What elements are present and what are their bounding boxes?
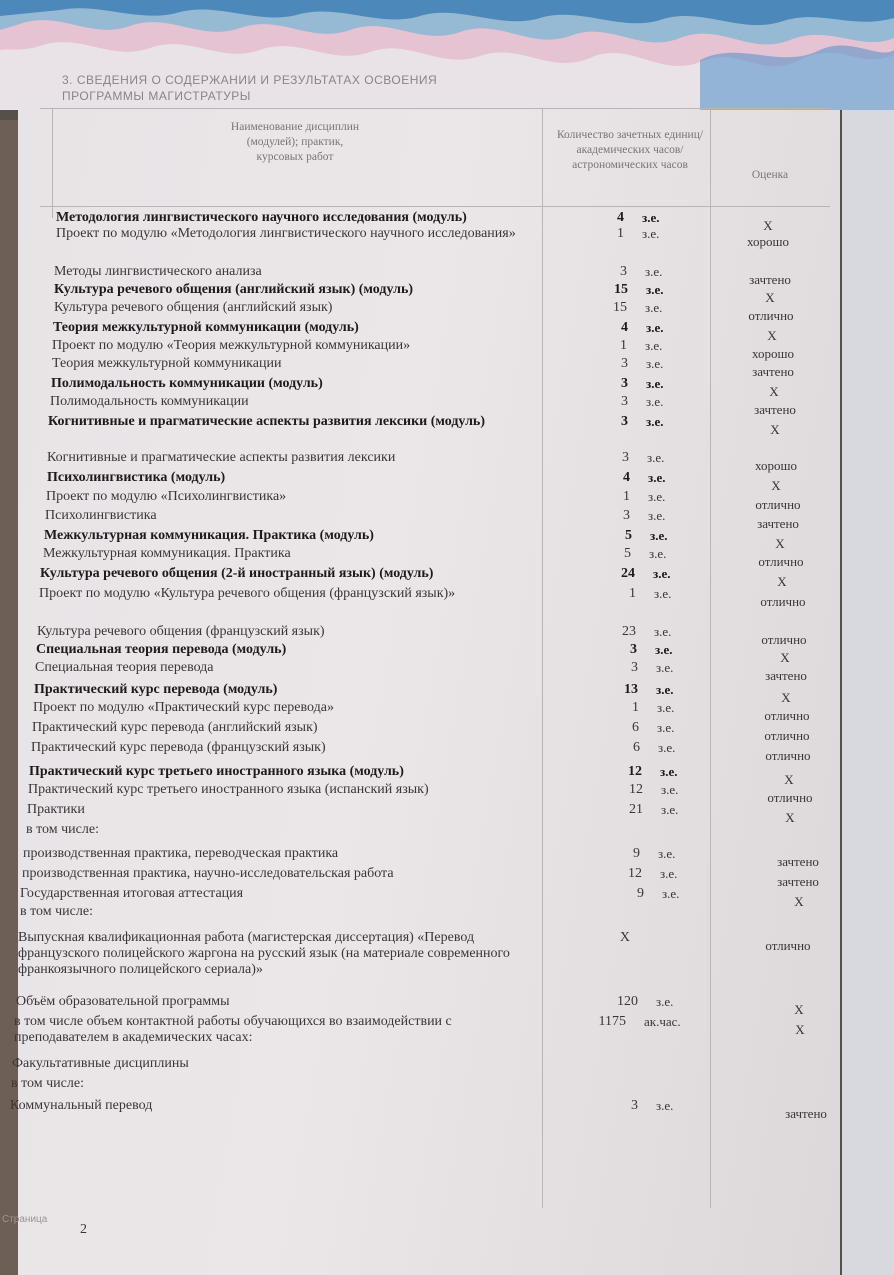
row-name: Проект по модулю «Практический курс перевода» (33, 700, 334, 715)
row-credits-value: 1 (617, 226, 624, 241)
row-name: Проект по модулю «Методология лингвистического научного исследования» (56, 226, 516, 241)
row-credits-unit: з.е. (654, 586, 672, 601)
row-credits-value: 4 (617, 210, 624, 225)
row-grade: отлично (765, 938, 811, 953)
row-credits-value: 1 (632, 700, 639, 715)
row-name: Межкультурная коммуникация. Практика (43, 546, 291, 561)
row-credits-unit: з.е. (646, 320, 664, 335)
row-name: Когнитивные и прагматические аспекты развития лексики (модуль) (48, 414, 486, 429)
row-credits-unit: з.е. (655, 642, 673, 657)
row-grade: Х (785, 810, 795, 825)
row-credits-value: 3 (631, 660, 638, 675)
row-credits-unit: з.е. (646, 414, 664, 429)
row-name: в том числе: (11, 1076, 84, 1091)
row-grade: Х (780, 650, 790, 665)
row-name: Методы лингвистического анализа (54, 264, 262, 279)
row-credits-unit: з.е. (648, 508, 666, 523)
row-grade: Х (795, 1022, 805, 1037)
row-credits-value: 3 (630, 642, 637, 657)
footer-page-label: Страница (2, 1214, 48, 1225)
row-credits-unit: з.е. (649, 546, 667, 561)
row-credits-unit: з.е. (642, 210, 660, 225)
row-credits-unit: з.е. (646, 376, 664, 391)
row-credits-unit: з.е. (645, 300, 663, 315)
row-credits-unit: з.е. (661, 802, 679, 817)
row-credits-unit: з.е. (645, 338, 663, 353)
row-name: Специальная теория перевода (35, 660, 214, 675)
row-credits-unit: з.е. (658, 740, 676, 755)
row-name: Культура речевого общения (английский язык) (54, 300, 333, 315)
row-grade: Х (781, 690, 791, 705)
row-credits-unit: з.е. (646, 356, 664, 371)
row-grade: Х (763, 218, 773, 233)
row-name: в том числе: (20, 904, 93, 919)
row-credits-unit: з.е. (646, 394, 664, 409)
row-grade: отлично (767, 790, 813, 805)
row-name: Факультативные дисциплины (12, 1056, 189, 1071)
row-grade: хорошо (751, 346, 794, 361)
row-credits-unit: з.е. (645, 264, 663, 279)
row-credits-unit: з.е. (656, 994, 674, 1009)
row-credits-unit: з.е. (648, 489, 666, 504)
row-name: Проект по модулю «Психолингвистика» (46, 489, 287, 504)
row-credits-value: 12 (629, 782, 643, 797)
row-credits-unit: з.е. (646, 282, 664, 297)
adjacent-page-edge (842, 90, 894, 1275)
row-credits-unit: з.е. (657, 700, 675, 715)
row-credits-value: 1 (623, 489, 630, 504)
row-credits-value: 1 (629, 586, 636, 601)
row-grade: отлично (765, 748, 811, 763)
row-credits-value: 21 (629, 802, 643, 817)
row-name: Культура речевого общения (2-й иностранный язык) (модуль) (40, 566, 434, 581)
row-name: Когнитивные и прагматические аспекты развития лексики (47, 450, 396, 465)
row-grade: Х (769, 384, 779, 399)
row-grade: отлично (755, 497, 801, 512)
row-grade: Х (794, 1002, 804, 1017)
row-credits-value: 15 (613, 300, 627, 315)
row-credits-unit: з.е. (654, 624, 672, 639)
row-name: Практический курс перевода (модуль) (34, 682, 278, 697)
row-grade: отлично (758, 554, 804, 569)
header-bottom-border (40, 206, 830, 207)
row-credits-value: 120 (617, 994, 638, 1009)
row-credits-value: 3 (622, 450, 629, 465)
row-credits-value: 3 (621, 356, 628, 371)
row-name: Культура речевого общения (французский язык) (37, 624, 325, 639)
row-name: Государственная итоговая аттестация (20, 886, 244, 901)
row-credits-value: 1 (620, 338, 627, 353)
row-grade: Х (775, 536, 785, 551)
row-name: Полимодальность коммуникации (50, 394, 249, 409)
row-credits-value: Х (619, 930, 630, 945)
column-divider-units (542, 108, 543, 1208)
row-credits-unit: ак.час. (644, 1014, 681, 1029)
row-grade: Х (767, 328, 777, 343)
row-name: Теория межкультурной коммуникации (модуль) (53, 320, 359, 335)
row-grade: Х (784, 772, 794, 787)
row-name: Теория межкультурной коммуникации (52, 356, 282, 371)
row-name: Практический курс третьего иностранного языка (модуль) (29, 764, 404, 779)
row-grade: Х (765, 290, 775, 305)
row-name: Проект по модулю «Культура речевого общения (французский язык)» (39, 586, 456, 601)
row-credits-unit: з.е. (656, 1098, 674, 1113)
row-name: Объём образовательной программы (16, 994, 230, 1009)
row-credits-value: 3 (621, 376, 628, 391)
row-credits-value: 15 (614, 282, 628, 297)
row-credits-value: 13 (624, 682, 638, 697)
header-grade: Оценка (751, 169, 789, 181)
section-title: 3. СВЕДЕНИЯ О СОДЕРЖАНИИ И РЕЗУЛЬТАТАХ ОСВОЕНИЯ ПРОГРАММЫ МАГИСТРАТУРЫ (62, 73, 438, 103)
row-grade: Х (770, 422, 780, 437)
row-credits-unit: з.е. (661, 782, 679, 797)
row-credits-value: 3 (620, 264, 627, 279)
row-name: Практический курс перевода (английский язык) (32, 720, 318, 735)
row-name: Практики (27, 802, 85, 817)
table-top-border (40, 108, 830, 109)
row-credits-value: 6 (633, 740, 640, 755)
row-credits-value: 3 (621, 394, 628, 409)
row-credits-unit: з.е. (656, 660, 674, 675)
row-credits-value: 9 (637, 886, 644, 901)
row-grade: отлично (764, 728, 810, 743)
row-grade: зачтено (777, 874, 819, 889)
row-credits-value: 24 (621, 566, 635, 581)
row-name: Проект по модулю «Теория межкультурной коммуникации» (52, 338, 411, 353)
row-credits-value: 5 (625, 528, 632, 543)
row-grade: зачтено (777, 854, 819, 869)
row-grade: зачтено (749, 272, 791, 287)
row-credits-unit: з.е. (658, 846, 676, 861)
row-grade: отлично (761, 632, 807, 647)
row-grade: зачтено (752, 364, 794, 379)
row-credits-unit: з.е. (660, 866, 678, 881)
row-credits-value: 23 (622, 624, 636, 639)
table-left-border (52, 108, 53, 218)
row-name: производственная практика, переводческая практика (23, 846, 339, 861)
row-credits-value: 12 (628, 764, 642, 779)
row-credits-unit: з.е. (647, 450, 665, 465)
row-credits-value: 3 (631, 1098, 638, 1113)
row-name: Психолингвистика (модуль) (47, 470, 226, 485)
row-credits-unit: з.е. (648, 470, 666, 485)
row-credits-value: 4 (621, 320, 628, 335)
row-name: Специальная теория перевода (модуль) (36, 642, 287, 657)
row-credits-value: 6 (632, 720, 639, 735)
header-units: Количество зачетных единиц/академических часов/астрономических часов (556, 129, 704, 171)
row-credits-unit: з.е. (650, 528, 668, 543)
row-credits-unit: з.е. (662, 886, 680, 901)
row-credits-unit: з.е. (642, 226, 660, 241)
row-name: Практический курс третьего иностранного языка (испанский язык) (28, 782, 429, 797)
row-credits-value: 9 (633, 846, 640, 861)
footer-page-number: 2 (80, 1222, 87, 1237)
row-grade: Х (771, 478, 781, 493)
row-name: Методология лингвистического научного исследования (модуль) (56, 210, 467, 225)
row-credits-unit: з.е. (653, 566, 671, 581)
row-grade: зачтено (785, 1106, 827, 1121)
row-name: Психолингвистика (45, 508, 157, 523)
row-name: Коммунальный перевод (10, 1098, 153, 1113)
row-name: Выпускная квалификационная работа (магистерская диссертация) «Перевод французского полицейского жаргона на русский язык (на материале современного франкоязычного полицейского сериала)» (18, 930, 510, 977)
row-credits-unit: з.е. (657, 720, 675, 735)
row-credits-value: 1175 (598, 1014, 626, 1029)
row-credits-unit: з.е. (660, 764, 678, 779)
row-grade: отлично (748, 308, 794, 323)
row-credits-value: 5 (624, 546, 631, 561)
row-grade: зачтено (754, 402, 796, 417)
header-name: Наименование дисциплин (модулей); практик, курсовых работ (230, 121, 360, 163)
column-divider-grade (710, 108, 711, 1208)
row-grade: Х (777, 574, 787, 589)
row-name: производственная практика, научно-исследовательская работа (22, 866, 394, 881)
row-grade: зачтено (765, 668, 807, 683)
row-name: Полимодальность коммуникации (модуль) (51, 376, 323, 391)
row-name: в том числе объем контактной работы обучающихся во взаимодействии с преподавателем в академических часах: (14, 1014, 452, 1045)
row-credits-value: 4 (623, 470, 630, 485)
row-credits-value: 12 (628, 866, 642, 881)
row-credits-value: 3 (621, 414, 628, 429)
row-grade: хорошо (746, 234, 789, 249)
row-name: Межкультурная коммуникация. Практика (модуль) (44, 528, 374, 543)
row-grade: отлично (764, 708, 810, 723)
row-name: Практический курс перевода (французский язык) (31, 740, 326, 755)
row-grade: Х (794, 894, 804, 909)
row-grade: зачтено (757, 516, 799, 531)
row-name: в том числе: (26, 822, 99, 837)
row-grade: хорошо (754, 458, 797, 473)
row-name: Культура речевого общения (английский язык) (модуль) (54, 282, 414, 297)
row-credits-value: 3 (623, 508, 630, 523)
row-credits-unit: з.е. (656, 682, 674, 697)
row-grade: отлично (760, 594, 806, 609)
